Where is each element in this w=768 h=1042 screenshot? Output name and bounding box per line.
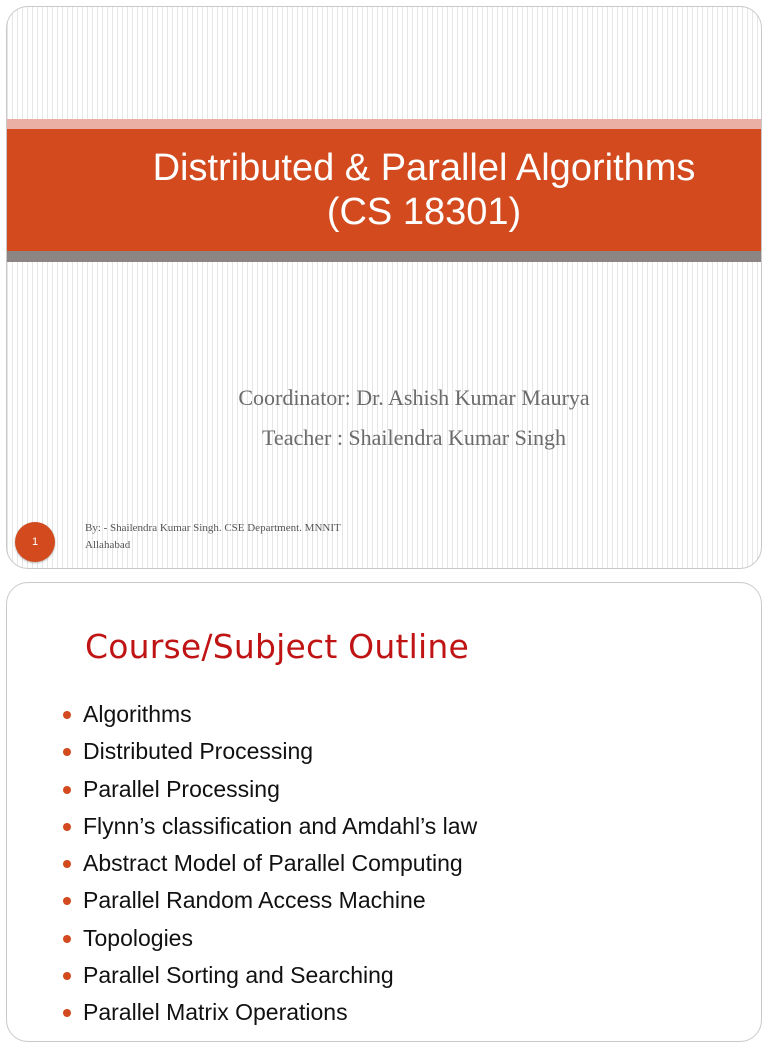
bullet-icon <box>63 711 71 719</box>
list-item-text: Algorithms <box>83 701 192 727</box>
footer-line-2: Allahabad <box>85 539 131 551</box>
title-band-top-stripe <box>7 119 761 129</box>
bullet-icon <box>63 860 71 868</box>
bullet-icon <box>63 897 71 905</box>
slide-title-line-2: (CS 18301) <box>326 191 522 233</box>
footer-line-1: By: - Shailendra Kumar Singh. CSE Department. MNNIT <box>85 522 341 534</box>
list-item <box>61 850 477 887</box>
list-item-text: Distributed Processing <box>83 738 314 765</box>
title-band <box>7 129 761 251</box>
slide-footer <box>85 520 425 554</box>
outline-bullet-list <box>61 701 477 1037</box>
list-item <box>61 738 477 775</box>
list-item-text: Parallel Sorting and Searching <box>83 962 394 989</box>
coordinator-text: Coordinator: Dr. Ashish Kumar Maurya <box>238 385 590 410</box>
bullet-icon <box>63 935 71 943</box>
slide-number-badge: 1 <box>15 522 55 562</box>
list-item <box>61 813 477 850</box>
list-item-text: Parallel Processing <box>83 775 280 802</box>
list-item <box>61 776 477 813</box>
bullet-icon <box>63 972 71 980</box>
list-item-text: Flynn’s classification and Amdahl’s law <box>83 812 478 839</box>
bullet-icon <box>63 786 71 794</box>
list-item <box>61 925 477 962</box>
list-item <box>61 887 477 924</box>
slide-title-line-1: Distributed & Parallel Algorithms <box>152 147 696 189</box>
list-item <box>61 999 477 1036</box>
title-slide <box>6 6 762 569</box>
list-item-text: Abstract Model of Parallel Computing <box>83 850 463 877</box>
list-item-text: Topologies <box>83 924 193 951</box>
list-item <box>61 701 477 738</box>
list-item-text: Parallel Random Access Machine <box>83 887 426 914</box>
bullet-icon <box>63 823 71 831</box>
outline-title: Course/Subject Outline <box>85 627 469 666</box>
bullet-icon <box>63 748 71 756</box>
list-item <box>61 962 477 999</box>
bullet-icon <box>63 1009 71 1017</box>
title-band-bottom-stripe <box>7 251 761 262</box>
teacher-text: Teacher : Shailendra Kumar Singh <box>262 425 566 450</box>
list-item-text: Parallel Matrix Operations <box>83 999 348 1026</box>
outline-slide <box>6 582 762 1042</box>
